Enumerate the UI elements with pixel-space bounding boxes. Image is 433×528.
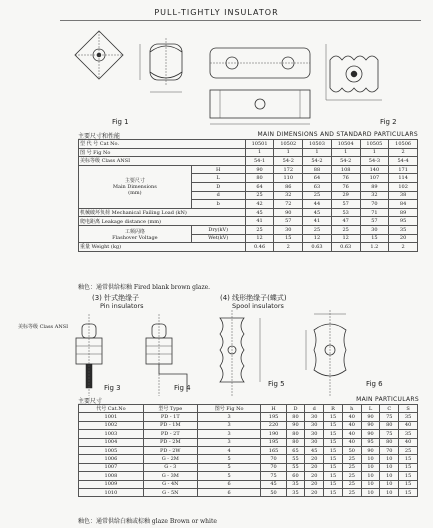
dim-group-en: Main Dimensions bbox=[112, 184, 157, 191]
table-cell: 30 bbox=[305, 438, 324, 446]
table-cell: 10 bbox=[380, 472, 399, 480]
table-cell: 35 bbox=[399, 430, 418, 438]
table-cell: 40 bbox=[342, 438, 361, 446]
table-cell: 50 bbox=[261, 488, 286, 496]
table-cell: 15 bbox=[324, 413, 343, 421]
table-cell: 5 bbox=[197, 455, 261, 463]
table-header-cell: 图号 Fig No bbox=[197, 405, 261, 413]
table-cell: 机械破坏负荷 Mechanical Failing Load (kN) bbox=[79, 208, 246, 217]
table-cell: 20 bbox=[305, 472, 324, 480]
table-cell: Wet(kV) bbox=[191, 234, 245, 243]
insulator-drawings-area bbox=[70, 310, 420, 402]
table-header-cell: 型号 Type bbox=[143, 405, 197, 413]
table-cell: PD - 1T bbox=[143, 413, 197, 421]
table-cell: 型 代 号 Cat No. bbox=[79, 140, 246, 149]
table-row bbox=[79, 430, 418, 438]
table-cell: 10502 bbox=[274, 140, 303, 149]
table-cell: 63 bbox=[303, 182, 332, 191]
table-cell: 10 bbox=[380, 480, 399, 488]
dim-group-unit: (mm) bbox=[128, 190, 142, 197]
table-row bbox=[79, 243, 418, 252]
table-header-cell: H bbox=[261, 405, 286, 413]
fig3-drawing bbox=[76, 314, 102, 396]
table-cell: 90 bbox=[361, 446, 380, 454]
table-cell: 90 bbox=[361, 430, 380, 438]
table-cell: 25 bbox=[342, 472, 361, 480]
table-cell: 10503 bbox=[303, 140, 332, 149]
table-cell: 30 bbox=[305, 413, 324, 421]
table-cell: 80 bbox=[286, 438, 305, 446]
table-header-cell: 代号 Cat.No bbox=[79, 405, 144, 413]
table-cell: 25 bbox=[342, 488, 361, 496]
table-cell: 2 bbox=[389, 243, 418, 252]
table-cell: 3 bbox=[197, 421, 261, 429]
table-cell: 90 bbox=[286, 421, 305, 429]
table-cell: 15 bbox=[324, 463, 343, 471]
table-cell: 40 bbox=[399, 421, 418, 429]
table-cell: 20 bbox=[305, 488, 324, 496]
table-cell: 10506 bbox=[389, 140, 418, 149]
table-cell: 10 bbox=[380, 463, 399, 471]
table-cell: 30 bbox=[274, 225, 303, 234]
table-cell: 102 bbox=[389, 182, 418, 191]
fig6-label: Fig 6 bbox=[366, 380, 383, 388]
table-cell: 45 bbox=[261, 480, 286, 488]
table-cell: 10 bbox=[361, 488, 380, 496]
table-row bbox=[79, 413, 418, 421]
table-cell: 90 bbox=[361, 421, 380, 429]
figure-drawing-area bbox=[70, 30, 410, 132]
table-row bbox=[79, 421, 418, 429]
table-header-cell: C bbox=[380, 405, 399, 413]
table-cell: 75 bbox=[261, 472, 286, 480]
table-cell: 45 bbox=[303, 208, 332, 217]
table-cell: 57 bbox=[360, 217, 389, 226]
fig5-drawing bbox=[220, 310, 260, 396]
table-cell: 30 bbox=[360, 225, 389, 234]
table-cell: 76 bbox=[331, 174, 360, 183]
table-cell: 25 bbox=[245, 191, 274, 200]
table-cell: 95 bbox=[389, 217, 418, 226]
table-cell: 195 bbox=[261, 413, 286, 421]
table-cell: 35 bbox=[389, 225, 418, 234]
table-cell: 54-4 bbox=[389, 157, 418, 166]
page-title: PULL-TIGHTLY INSULATOR bbox=[154, 8, 279, 17]
table-cell: 55 bbox=[286, 463, 305, 471]
table-cell: 70 bbox=[261, 463, 286, 471]
table-cell: 15 bbox=[399, 463, 418, 471]
table-cell: 42 bbox=[245, 200, 274, 209]
table-cell: 54-3 bbox=[360, 157, 389, 166]
table-cell: 110 bbox=[274, 174, 303, 183]
table-cell: 5 bbox=[197, 472, 261, 480]
table-cell: 3 bbox=[197, 430, 261, 438]
table-cell: 12 bbox=[303, 234, 332, 243]
table-cell: 1007 bbox=[79, 463, 144, 471]
insulator-table-body bbox=[79, 413, 418, 497]
table-cell: G - 4N bbox=[143, 480, 197, 488]
table-cell: 80 bbox=[380, 438, 399, 446]
table-cell: 30 bbox=[305, 430, 324, 438]
section2-dims-label-en: MAIN PARTICULARS bbox=[356, 396, 419, 403]
table-cell: 72 bbox=[274, 200, 303, 209]
table-cell: G - 3M bbox=[143, 472, 197, 480]
table-cell: PD - 2M bbox=[143, 438, 197, 446]
flash-group-cell bbox=[79, 225, 192, 242]
table-cell: 1006 bbox=[79, 455, 144, 463]
table-row bbox=[79, 472, 418, 480]
table-cell: 114 bbox=[389, 174, 418, 183]
table-row bbox=[79, 438, 418, 446]
table-cell: 2 bbox=[389, 148, 418, 157]
fig1-label: Fig 1 bbox=[112, 118, 129, 126]
table-cell: 220 bbox=[261, 421, 286, 429]
table-cell: 80 bbox=[286, 413, 305, 421]
table-cell: 25 bbox=[303, 225, 332, 234]
table-cell: 10 bbox=[361, 480, 380, 488]
table-cell: 15 bbox=[399, 472, 418, 480]
table-cell: 25 bbox=[342, 480, 361, 488]
table-cell: 140 bbox=[360, 165, 389, 174]
table-cell: 35 bbox=[286, 488, 305, 496]
table-row bbox=[79, 157, 418, 166]
table-cell: 171 bbox=[389, 165, 418, 174]
table-cell: 3 bbox=[197, 438, 261, 446]
table-cell: 64 bbox=[245, 182, 274, 191]
table-cell: 29 bbox=[331, 191, 360, 200]
table-cell: 76 bbox=[331, 182, 360, 191]
table-cell: 41 bbox=[303, 217, 332, 226]
table-cell: 75 bbox=[380, 430, 399, 438]
table-cell: 35 bbox=[286, 480, 305, 488]
table-cell: 54-2 bbox=[303, 157, 332, 166]
table-cell: 12 bbox=[331, 234, 360, 243]
table-cell: 165 bbox=[261, 446, 286, 454]
table-cell: 15 bbox=[399, 455, 418, 463]
table-header-cell: d bbox=[305, 405, 324, 413]
table-cell: H bbox=[191, 165, 245, 174]
table-cell: 1008 bbox=[79, 472, 144, 480]
table-cell: 44 bbox=[303, 200, 332, 209]
table-cell: PD - 1M bbox=[143, 421, 197, 429]
table-cell: 57 bbox=[274, 217, 303, 226]
fig2-label: Fig 2 bbox=[380, 118, 397, 126]
table-cell: 190 bbox=[261, 430, 286, 438]
table-cell: 89 bbox=[360, 182, 389, 191]
table-cell: 0.63 bbox=[303, 243, 332, 252]
table-cell: 25 bbox=[303, 191, 332, 200]
table-row bbox=[79, 165, 418, 174]
glaze-note-1: 釉色：通常供给棕釉 Fired blank brown glaze. bbox=[78, 284, 211, 291]
table-cell: 1001 bbox=[79, 413, 144, 421]
section2-dims-label: 主要尺寸 bbox=[78, 398, 103, 405]
insulator-particulars-table bbox=[78, 404, 418, 497]
table-cell: PD - 2W bbox=[143, 446, 197, 454]
flash-label-zh: 工频闪络 bbox=[124, 228, 145, 235]
table-cell: 75 bbox=[380, 413, 399, 421]
table-cell: 195 bbox=[261, 438, 286, 446]
table-cell: 10501 bbox=[245, 140, 274, 149]
table-cell: 80 bbox=[380, 421, 399, 429]
table-cell: PD - 2T bbox=[143, 430, 197, 438]
table-cell: 1 bbox=[274, 148, 303, 157]
table-cell: 20 bbox=[305, 463, 324, 471]
table-cell: 0.46 bbox=[245, 243, 274, 252]
table-cell: 15 bbox=[324, 438, 343, 446]
table-row bbox=[79, 217, 418, 226]
spool-insulators-heading-en: Spool insulators bbox=[232, 302, 284, 310]
fig6-drawing bbox=[306, 310, 346, 396]
table-cell: 40 bbox=[342, 430, 361, 438]
table-cell: 45 bbox=[245, 208, 274, 217]
table-cell: 35 bbox=[399, 413, 418, 421]
table-cell: 15 bbox=[324, 430, 343, 438]
table-cell: 25 bbox=[342, 455, 361, 463]
table-cell: 90 bbox=[274, 208, 303, 217]
table-cell: 10 bbox=[361, 463, 380, 471]
table-cell: 1 bbox=[303, 148, 332, 157]
table-cell: 6 bbox=[197, 480, 261, 488]
table-cell: D bbox=[191, 182, 245, 191]
table-cell: 90 bbox=[361, 413, 380, 421]
table-header-cell: h bbox=[342, 405, 361, 413]
fig1-drawing bbox=[75, 31, 182, 92]
table-cell: 84 bbox=[389, 200, 418, 209]
table-cell: 20 bbox=[389, 234, 418, 243]
table-cell: 10504 bbox=[331, 140, 360, 149]
table-cell: 54-2 bbox=[274, 157, 303, 166]
table-cell: 108 bbox=[331, 165, 360, 174]
table-cell: 30 bbox=[305, 421, 324, 429]
table-row bbox=[79, 208, 418, 217]
table-cell: 25 bbox=[245, 225, 274, 234]
table-cell: 64 bbox=[303, 174, 332, 183]
table-cell: 12 bbox=[245, 234, 274, 243]
fig3-label: Fig 3 bbox=[104, 384, 121, 392]
table-cell: 89 bbox=[389, 208, 418, 217]
table-row bbox=[79, 488, 418, 496]
main-dimensions-table bbox=[78, 139, 418, 252]
table-cell: 3 bbox=[197, 413, 261, 421]
table-cell: 1009 bbox=[79, 480, 144, 488]
table-cell: 40 bbox=[342, 421, 361, 429]
table-cell: 32 bbox=[360, 191, 389, 200]
table-cell: 54-2 bbox=[331, 157, 360, 166]
table-cell: 60 bbox=[286, 472, 305, 480]
table-cell: 57 bbox=[331, 200, 360, 209]
table-cell: 15 bbox=[324, 472, 343, 480]
table-cell: 6 bbox=[197, 488, 261, 496]
table-cell: 1004 bbox=[79, 438, 144, 446]
table-cell: 71 bbox=[360, 208, 389, 217]
table-cell: 爬电距离 Leakage distance (mm) bbox=[79, 217, 246, 226]
ansi-class-label: 美标等级 Class ANSI bbox=[18, 324, 69, 330]
table-cell: 5 bbox=[197, 463, 261, 471]
table-row bbox=[79, 446, 418, 454]
table-cell: 10 bbox=[380, 455, 399, 463]
section1-caption-en: MAIN DIMENSIONS AND STANDARD PARTICULARS bbox=[257, 131, 418, 138]
table-cell: 1.2 bbox=[360, 243, 389, 252]
table-cell: 10505 bbox=[360, 140, 389, 149]
table-cell: 15 bbox=[324, 480, 343, 488]
table-cell: 55 bbox=[286, 455, 305, 463]
table-cell: 45 bbox=[305, 446, 324, 454]
table-cell: 25 bbox=[399, 446, 418, 454]
table-cell: 4 bbox=[197, 446, 261, 454]
table-cell: b bbox=[191, 200, 245, 209]
title-rule bbox=[60, 20, 421, 21]
table-cell: L bbox=[191, 174, 245, 183]
fig5-label: Fig 5 bbox=[268, 380, 285, 388]
table-cell: 15 bbox=[274, 234, 303, 243]
table-cell: 15 bbox=[360, 234, 389, 243]
table-cell: 80 bbox=[286, 430, 305, 438]
table-cell: 90 bbox=[245, 165, 274, 174]
table-cell: 70 bbox=[380, 446, 399, 454]
pin-insulators-heading-zh: (3) 针式绝缘子 bbox=[92, 294, 140, 302]
flash-label-en: Flashover Voltage bbox=[112, 234, 158, 241]
table-cell: 25 bbox=[342, 463, 361, 471]
table-cell: 1003 bbox=[79, 430, 144, 438]
fig2-drawing bbox=[210, 48, 310, 124]
table-row bbox=[79, 480, 418, 488]
pin-insulators-heading-en: Pin insulators bbox=[100, 302, 144, 310]
table-cell: 20 bbox=[305, 455, 324, 463]
table-cell: 40 bbox=[342, 413, 361, 421]
table-row bbox=[79, 148, 418, 157]
table-cell: 107 bbox=[360, 174, 389, 183]
table-cell: 1010 bbox=[79, 488, 144, 496]
table-cell: 47 bbox=[331, 217, 360, 226]
table-header-cell: S bbox=[399, 405, 418, 413]
table-cell: 10 bbox=[380, 488, 399, 496]
table-header-cell: R bbox=[324, 405, 343, 413]
table-cell: 172 bbox=[274, 165, 303, 174]
table-cell: 65 bbox=[286, 446, 305, 454]
table-cell: G - 3 bbox=[143, 463, 197, 471]
table-cell: 20 bbox=[305, 480, 324, 488]
glaze-note-2: 釉色：通常供给白釉或棕釉 glaze Brown or white bbox=[78, 518, 217, 525]
table-cell: 70 bbox=[261, 455, 286, 463]
table-cell: 25 bbox=[331, 225, 360, 234]
table-header-row bbox=[79, 405, 418, 413]
table-cell: 15 bbox=[399, 480, 418, 488]
table-cell: G - 5N bbox=[143, 488, 197, 496]
table-cell: d bbox=[191, 191, 245, 200]
fig4-label: Fig 4 bbox=[174, 384, 191, 392]
table-cell: 10 bbox=[361, 455, 380, 463]
table-header-cell: L bbox=[361, 405, 380, 413]
table-cell: 15 bbox=[324, 488, 343, 496]
table-cell: 95 bbox=[361, 438, 380, 446]
table-cell: 2 bbox=[274, 243, 303, 252]
table-cell: 15 bbox=[399, 488, 418, 496]
spool-insulators-heading-zh: (4) 线形绝缘子(蝶式) bbox=[220, 294, 287, 302]
table-cell: 15 bbox=[324, 455, 343, 463]
table-cell: 80 bbox=[245, 174, 274, 183]
table-cell: 40 bbox=[399, 438, 418, 446]
table-cell: 86 bbox=[274, 182, 303, 191]
table-cell: 15 bbox=[324, 421, 343, 429]
table-cell: 88 bbox=[303, 165, 332, 174]
table-cell: G - 2M bbox=[143, 455, 197, 463]
table-cell: 图 号 Fig No bbox=[79, 148, 246, 157]
table-header-cell: D bbox=[286, 405, 305, 413]
table-cell: 50 bbox=[342, 446, 361, 454]
table-cell: 1005 bbox=[79, 446, 144, 454]
fig2-side-drawing bbox=[326, 44, 382, 100]
section1-caption-zh: 主要尺寸和性能 bbox=[78, 133, 121, 140]
table-cell: 10 bbox=[361, 472, 380, 480]
table-cell: 1 bbox=[245, 148, 274, 157]
table-row bbox=[79, 455, 418, 463]
table-cell: 15 bbox=[324, 446, 343, 454]
dim-group-cell bbox=[79, 165, 192, 208]
table-cell: 53 bbox=[331, 208, 360, 217]
table-cell: 1 bbox=[360, 148, 389, 157]
table-cell: 0.63 bbox=[331, 243, 360, 252]
table-row bbox=[79, 140, 418, 149]
table-cell: 41 bbox=[245, 217, 274, 226]
table-cell: Dry(kV) bbox=[191, 225, 245, 234]
table-cell: 32 bbox=[274, 191, 303, 200]
table-row bbox=[79, 463, 418, 471]
table-cell: 重量 Weight (kg) bbox=[79, 243, 246, 252]
table-cell: 1 bbox=[331, 148, 360, 157]
table-cell: 54-1 bbox=[245, 157, 274, 166]
table-cell: 1002 bbox=[79, 421, 144, 429]
dim-group-zh: 主要尺寸 bbox=[124, 178, 145, 185]
table-cell: 美标等级 Class ANSI bbox=[79, 157, 246, 166]
table-row bbox=[79, 225, 418, 234]
table-cell: 70 bbox=[360, 200, 389, 209]
table-cell: 38 bbox=[389, 191, 418, 200]
